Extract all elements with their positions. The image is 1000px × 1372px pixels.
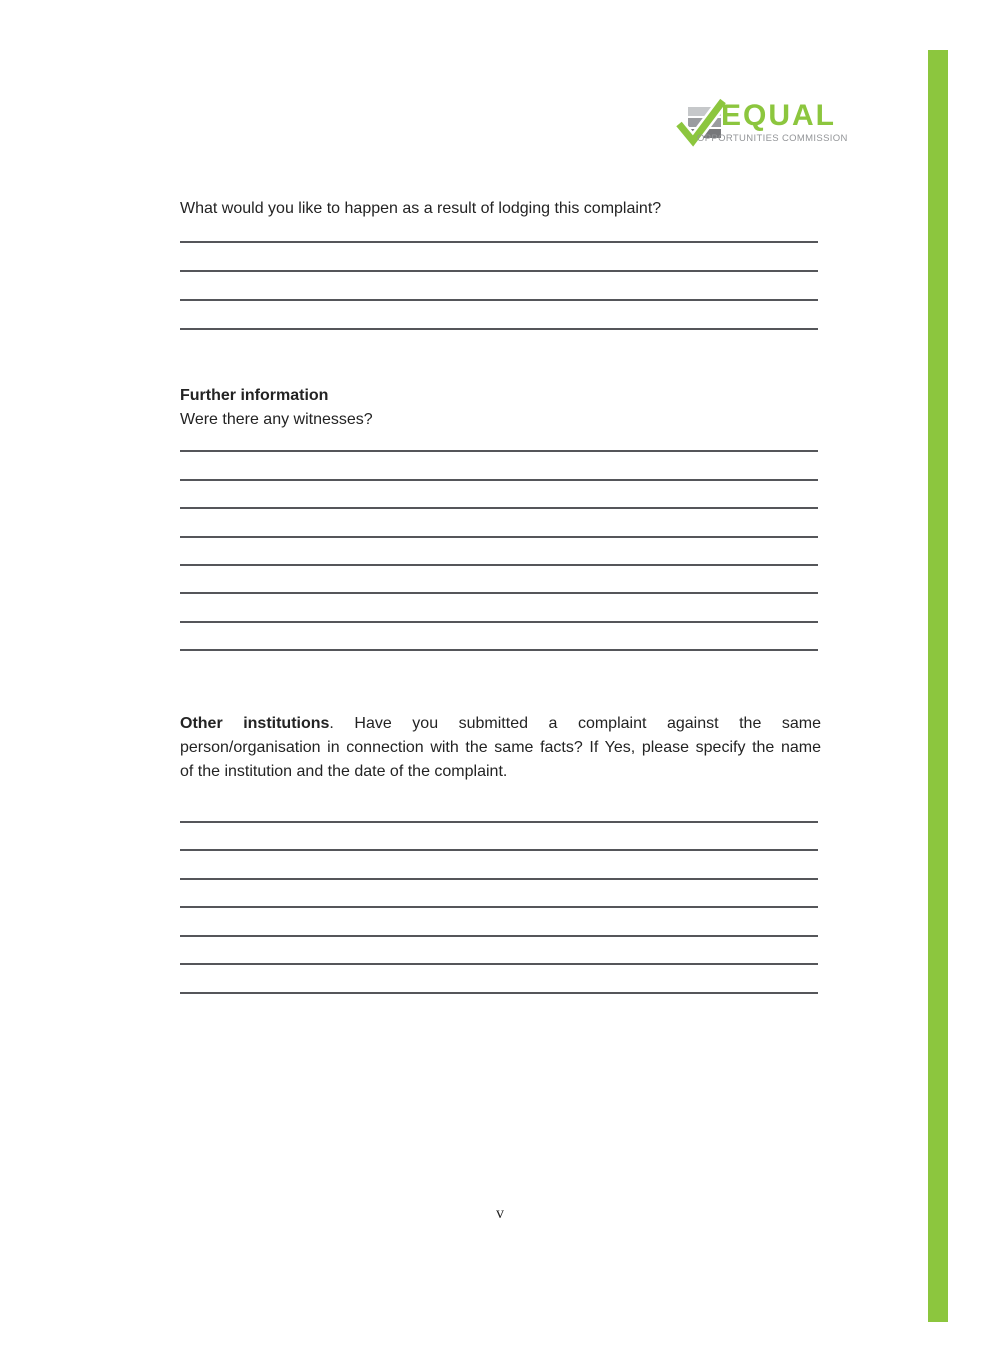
answer-line (180, 937, 818, 966)
answer-line (180, 214, 818, 243)
paragraph-line: of the institution and the date of the complaint. (180, 762, 508, 780)
witnesses-answer-lines (180, 424, 818, 651)
answer-line (180, 851, 818, 880)
answer-line (180, 623, 818, 651)
answer-line (180, 301, 818, 330)
answer-line (180, 424, 818, 452)
witnesses-question: Were there any witnesses? (180, 410, 373, 428)
accent-bar (928, 50, 948, 1322)
logo-title: EQUAL (721, 99, 836, 132)
answer-line (180, 794, 818, 823)
outcome-answer-lines (180, 214, 818, 330)
answer-line (180, 272, 818, 301)
outcome-question: What would you like to happen as a result of lodging this complaint? (180, 200, 662, 217)
answer-line (180, 509, 818, 537)
paragraph-line (180, 712, 821, 736)
answer-line (180, 594, 818, 622)
paragraph-line: person/organisation in connection with the same facts? If Yes, please specify the name (180, 738, 821, 756)
other-institutions-heading: Other institutions (180, 715, 330, 732)
answer-line (180, 908, 818, 937)
institutions-answer-lines (180, 794, 818, 994)
paragraph-text: . Have you submitted a complaint against the same (329, 715, 822, 732)
further-information-heading: Further information (180, 387, 329, 404)
eoc-logo (676, 94, 846, 150)
page-number: v (496, 1205, 504, 1222)
answer-line (180, 880, 818, 909)
answer-line (180, 823, 818, 852)
answer-line (180, 566, 818, 594)
answer-line (180, 452, 818, 480)
logo-subtitle: OPPORTUNITIES COMMISSION (697, 133, 848, 144)
answer-line (180, 538, 818, 566)
answer-line (180, 481, 818, 509)
answer-line (180, 965, 818, 994)
other-institutions-paragraph (180, 712, 821, 783)
answer-line (180, 243, 818, 272)
